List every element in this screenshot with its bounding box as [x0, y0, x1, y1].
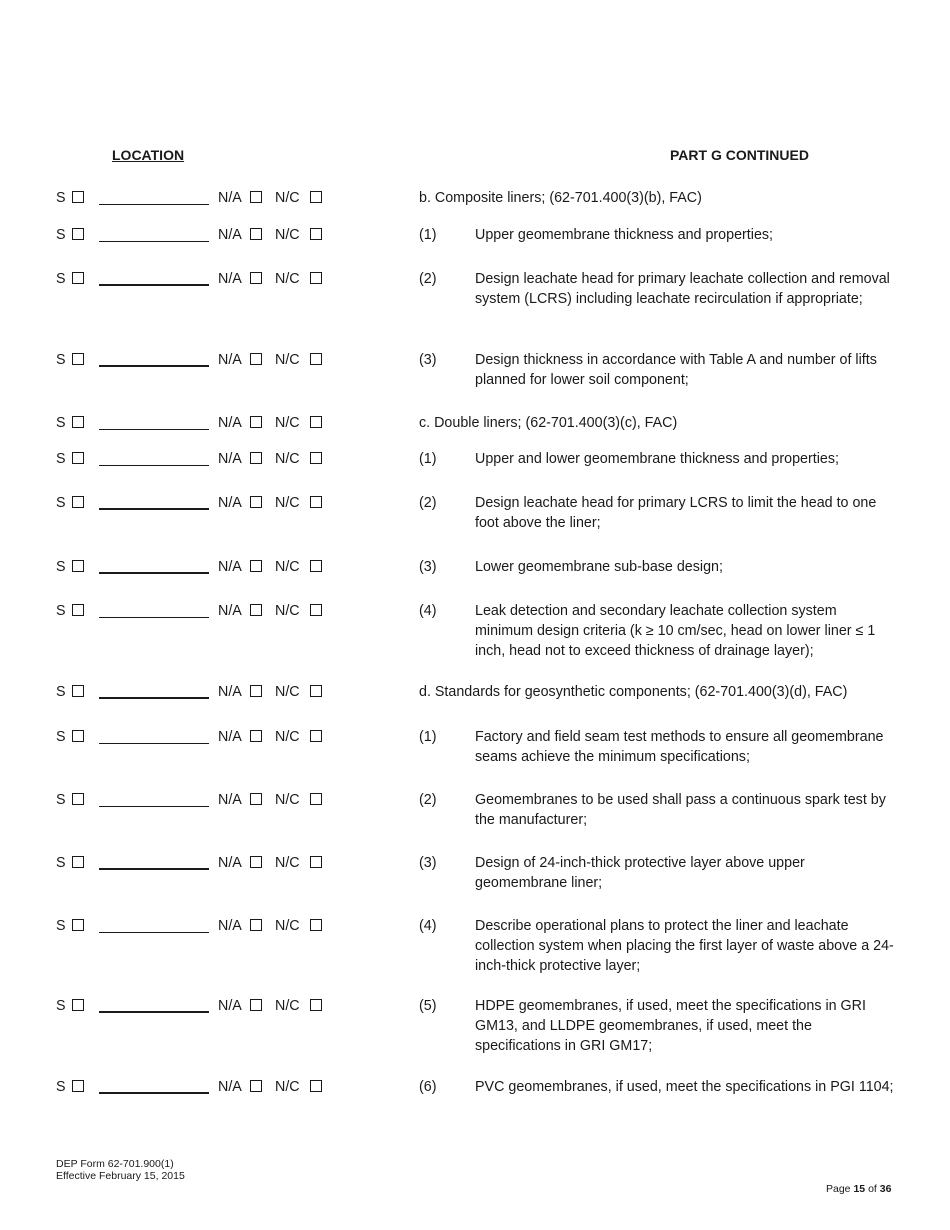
na-label: N/A: [218, 1079, 242, 1095]
satisfactory-checkbox[interactable]: [72, 560, 84, 572]
nc-checkbox[interactable]: [310, 730, 322, 742]
na-label: N/A: [218, 729, 242, 745]
status-controls: [56, 790, 356, 810]
nc-label: N/C: [275, 792, 300, 808]
satisfactory-label: S: [56, 352, 66, 368]
part-header: PART G CONTINUED: [670, 147, 809, 163]
item-number: (4): [419, 918, 437, 934]
nc-label: N/C: [275, 495, 300, 511]
nc-label: N/C: [275, 271, 300, 287]
item-number: (3): [419, 855, 437, 871]
na-label: N/A: [218, 603, 242, 619]
satisfactory-label: S: [56, 415, 66, 431]
status-controls: [56, 916, 356, 936]
item-text: Design thickness in accordance with Table A and number of lifts planned for lower soil component;: [475, 352, 877, 388]
satisfactory-label: S: [56, 918, 66, 934]
item-text: Upper geomembrane thickness and properties;: [475, 227, 774, 243]
page-total: 36: [879, 1183, 892, 1195]
satisfactory-checkbox[interactable]: [72, 452, 84, 464]
satisfactory-label: S: [56, 729, 66, 745]
item-number: (1): [419, 729, 437, 745]
status-controls: [56, 449, 356, 469]
status-controls: [56, 269, 356, 289]
satisfactory-checkbox[interactable]: [72, 604, 84, 616]
item-text: PVC geomembranes, if used, meet the specifications in PGI 1104;: [475, 1079, 894, 1095]
satisfactory-checkbox[interactable]: [72, 416, 84, 428]
item-text: Design leachate head for primary LCRS to limit the head to one foot above the liner;: [475, 495, 877, 531]
satisfactory-checkbox[interactable]: [72, 730, 84, 742]
nc-checkbox[interactable]: [310, 416, 322, 428]
satisfactory-checkbox[interactable]: [72, 919, 84, 931]
location-header: LOCATION: [112, 147, 185, 163]
na-label: N/A: [218, 918, 242, 934]
location-line[interactable]: [99, 1092, 209, 1094]
na-label: N/A: [218, 190, 242, 206]
status-controls: [56, 682, 356, 702]
item-number: (2): [419, 271, 437, 287]
status-controls: [56, 350, 356, 370]
item-number: (1): [419, 451, 437, 467]
nc-checkbox[interactable]: [310, 919, 322, 931]
nc-label: N/C: [275, 729, 300, 745]
nc-checkbox[interactable]: [310, 452, 322, 464]
item-number: (1): [419, 227, 437, 243]
satisfactory-label: S: [56, 495, 66, 511]
nc-checkbox[interactable]: [310, 604, 322, 616]
status-controls: [56, 188, 356, 208]
nc-label: N/C: [275, 190, 300, 206]
location-line[interactable]: [99, 572, 209, 574]
satisfactory-checkbox[interactable]: [72, 191, 84, 203]
item-number: (3): [419, 352, 437, 368]
location-line[interactable]: [99, 365, 209, 367]
na-checkbox[interactable]: [250, 730, 262, 742]
satisfactory-label: S: [56, 559, 66, 575]
location-line[interactable]: [99, 508, 209, 510]
location-line[interactable]: [99, 1011, 209, 1013]
na-label: N/A: [218, 684, 242, 700]
satisfactory-label: S: [56, 792, 66, 808]
na-checkbox[interactable]: [250, 1080, 262, 1092]
location-line[interactable]: [99, 241, 209, 242]
effective-date: Effective February 15, 2015: [56, 1170, 185, 1182]
satisfactory-checkbox[interactable]: [72, 353, 84, 365]
page-of: of: [868, 1183, 877, 1195]
nc-checkbox[interactable]: [310, 856, 322, 868]
satisfactory-checkbox[interactable]: [72, 272, 84, 284]
satisfactory-label: S: [56, 855, 66, 871]
status-controls: [56, 493, 356, 513]
item-text: Design of 24-inch-thick protective layer above upper geomembrane liner;: [475, 855, 805, 891]
section-heading: c. Double liners; (62-701.400(3)(c), FAC): [419, 415, 678, 431]
location-line[interactable]: [99, 932, 209, 933]
satisfactory-checkbox[interactable]: [72, 793, 84, 805]
item-number: (6): [419, 1079, 437, 1095]
nc-label: N/C: [275, 451, 300, 467]
nc-checkbox[interactable]: [310, 1080, 322, 1092]
status-controls: [56, 601, 356, 621]
na-label: N/A: [218, 855, 242, 871]
na-label: N/A: [218, 998, 242, 1014]
satisfactory-label: S: [56, 1079, 66, 1095]
nc-checkbox[interactable]: [310, 999, 322, 1011]
status-controls: [56, 225, 356, 245]
nc-checkbox[interactable]: [310, 228, 322, 240]
status-controls: [56, 557, 356, 577]
nc-label: N/C: [275, 998, 300, 1014]
item-number: (2): [419, 792, 437, 808]
na-label: N/A: [218, 352, 242, 368]
na-label: N/A: [218, 415, 242, 431]
status-controls: [56, 853, 356, 873]
nc-checkbox[interactable]: [310, 793, 322, 805]
na-checkbox[interactable]: [250, 919, 262, 931]
na-label: N/A: [218, 227, 242, 243]
location-line[interactable]: [99, 204, 209, 205]
location-line[interactable]: [99, 429, 209, 430]
location-line[interactable]: [99, 284, 209, 286]
na-checkbox[interactable]: [250, 228, 262, 240]
item-text: Geomembranes to be used shall pass a continuous spark test by the manufacturer;: [475, 792, 886, 828]
location-line[interactable]: [99, 465, 209, 466]
nc-label: N/C: [275, 559, 300, 575]
na-checkbox[interactable]: [250, 191, 262, 203]
item-number: (2): [419, 495, 437, 511]
satisfactory-checkbox[interactable]: [72, 496, 84, 508]
form-footer: [56, 1158, 185, 1182]
nc-checkbox[interactable]: [310, 560, 322, 572]
status-controls: [56, 727, 356, 747]
satisfactory-label: S: [56, 190, 66, 206]
location-line[interactable]: [99, 868, 209, 870]
nc-label: N/C: [275, 227, 300, 243]
na-checkbox[interactable]: [250, 604, 262, 616]
nc-label: N/C: [275, 918, 300, 934]
item-text: Lower geomembrane sub-base design;: [475, 559, 723, 575]
na-checkbox[interactable]: [250, 560, 262, 572]
location-line[interactable]: [99, 697, 209, 699]
item-text: HDPE geomembranes, if used, meet the specifications in GRI GM13, and LLDPE geomembranes, if used, meet the specifications in GRI GM17;: [475, 998, 866, 1054]
nc-checkbox[interactable]: [310, 272, 322, 284]
na-checkbox[interactable]: [250, 856, 262, 868]
satisfactory-label: S: [56, 271, 66, 287]
section-heading: d. Standards for geosynthetic components; (62-701.400(3)(d), FAC): [419, 684, 848, 700]
na-label: N/A: [218, 792, 242, 808]
satisfactory-label: S: [56, 451, 66, 467]
na-checkbox[interactable]: [250, 999, 262, 1011]
item-text: Factory and field seam test methods to ensure all geomembrane seams achieve the minimum specifications;: [475, 729, 884, 765]
status-controls: [56, 413, 356, 433]
na-checkbox[interactable]: [250, 353, 262, 365]
satisfactory-checkbox[interactable]: [72, 999, 84, 1011]
status-controls: [56, 996, 356, 1016]
page-word: Page: [826, 1183, 851, 1195]
item-number: (3): [419, 559, 437, 575]
na-label: N/A: [218, 451, 242, 467]
item-text: Describe operational plans to protect the liner and leachate collection system when placing the first layer of waste above a 24-inch-thick protective layer;: [475, 918, 894, 974]
na-checkbox[interactable]: [250, 496, 262, 508]
page-current: 15: [853, 1183, 866, 1195]
satisfactory-checkbox[interactable]: [72, 1080, 84, 1092]
nc-label: N/C: [275, 684, 300, 700]
item-text: Upper and lower geomembrane thickness and properties;: [475, 451, 839, 467]
nc-checkbox[interactable]: [310, 353, 322, 365]
nc-checkbox[interactable]: [310, 685, 322, 697]
satisfactory-checkbox[interactable]: [72, 856, 84, 868]
na-checkbox[interactable]: [250, 452, 262, 464]
item-number: (4): [419, 603, 437, 619]
nc-checkbox[interactable]: [310, 496, 322, 508]
nc-label: N/C: [275, 855, 300, 871]
item-text: Leak detection and secondary leachate collection system minimum design criteria (k ≥ 10 cm/sec, head on lower liner ≤ 1 inch, head not to exceed thickness of drainage layer);: [475, 603, 876, 659]
na-checkbox[interactable]: [250, 793, 262, 805]
item-text: Design leachate head for primary leachate collection and removal system (LCRS) including leachate recirculation if appropriate;: [475, 271, 890, 307]
satisfactory-checkbox[interactable]: [72, 228, 84, 240]
satisfactory-label: S: [56, 603, 66, 619]
location-line[interactable]: [99, 806, 209, 807]
na-checkbox[interactable]: [250, 416, 262, 428]
item-number: (5): [419, 998, 437, 1014]
na-label: N/A: [218, 495, 242, 511]
form-number: DEP Form 62-701.900(1): [56, 1158, 174, 1170]
satisfactory-label: S: [56, 227, 66, 243]
nc-label: N/C: [275, 415, 300, 431]
nc-label: N/C: [275, 352, 300, 368]
satisfactory-label: S: [56, 684, 66, 700]
satisfactory-checkbox[interactable]: [72, 685, 84, 697]
page-number: [826, 1183, 891, 1195]
location-line[interactable]: [99, 743, 209, 744]
nc-label: N/C: [275, 1079, 300, 1095]
location-line[interactable]: [99, 617, 209, 618]
nc-checkbox[interactable]: [310, 191, 322, 203]
status-controls: [56, 1077, 356, 1097]
na-checkbox[interactable]: [250, 272, 262, 284]
na-checkbox[interactable]: [250, 685, 262, 697]
satisfactory-label: S: [56, 998, 66, 1014]
na-label: N/A: [218, 271, 242, 287]
nc-label: N/C: [275, 603, 300, 619]
na-label: N/A: [218, 559, 242, 575]
section-heading: b. Composite liners; (62-701.400(3)(b), FAC): [419, 190, 702, 206]
